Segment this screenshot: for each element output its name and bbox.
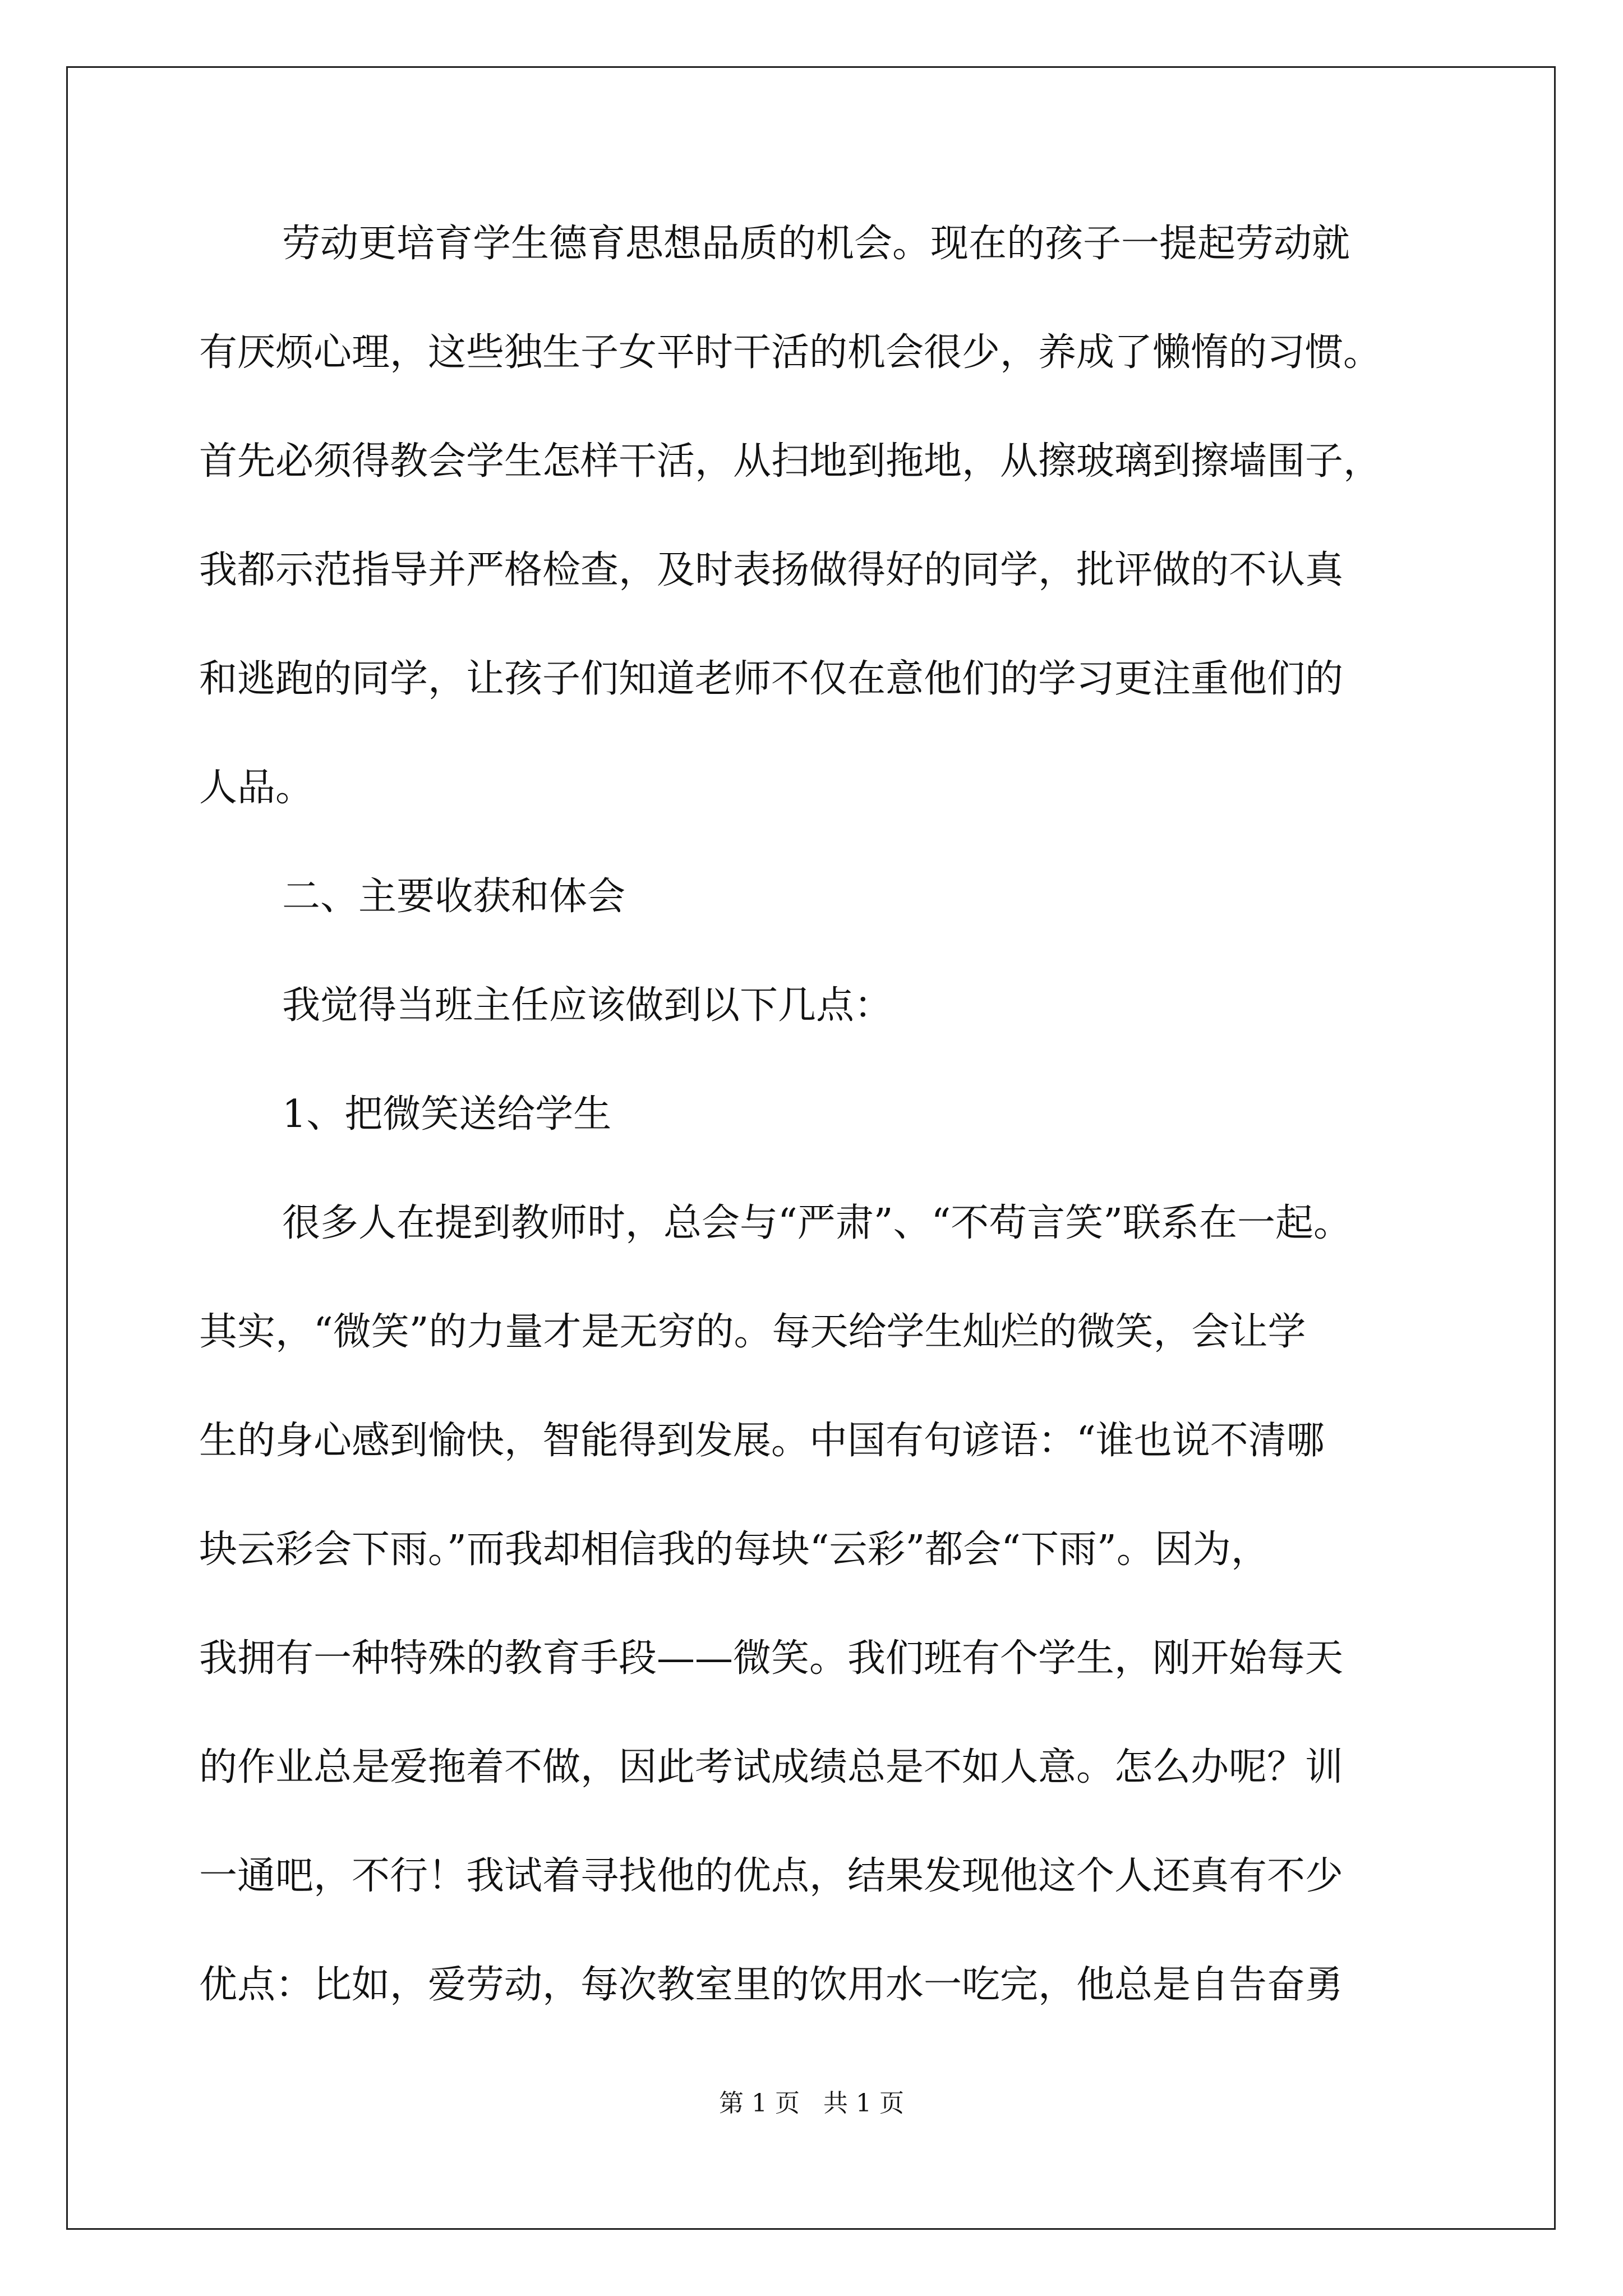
page-border: [66, 66, 1556, 2230]
subheading: 1、把微笑送给学生: [282, 1092, 612, 1137]
paragraph-line: 优点：比如，爱劳动，每次教室里的饮用水一吃完，他总是自告奋勇: [199, 1963, 1344, 2007]
paragraph-line: 我都示范指导并严格检查，及时表扬做得好的同学，批评做的不认真: [199, 548, 1344, 592]
paragraph-line: 的作业总是爱拖着不做，因此考试成绩总是不如人意。怎么办呢？训: [199, 1745, 1344, 1789]
paragraph-line: 一通吧，不行！我试着寻找他的优点，结果发现他这个人还真有不少: [199, 1854, 1344, 1898]
paragraph-line: 很多人在提到教师时，总会与“严肃”、“不苟言笑”联系在一起。: [282, 1201, 1352, 1245]
paragraph-line: 有厌烦心理，这些独生子女平时干活的机会很少，养成了懒惰的习惯。: [199, 330, 1382, 375]
paragraph-line: 我拥有一种特殊的教育手段——微笑。我们班有个学生，刚开始每天: [199, 1636, 1344, 1681]
paragraph-line: 其实，“微笑”的力量才是无穷的。每天给学生灿烂的微笑，会让学: [199, 1310, 1306, 1354]
paragraph-line: 生的身心感到愉快，智能得到发展。中国有句谚语：“谁也说不清哪: [199, 1419, 1325, 1463]
paragraph-line: 首先必须得教会学生怎样干活，从扫地到拖地，从擦玻璃到擦墙围子，: [199, 439, 1382, 484]
paragraph-line: 人品。: [199, 766, 314, 810]
paragraph-line: 劳动更培育学生德育思想品质的机会。现在的孩子一提起劳动就: [282, 222, 1350, 266]
page-number-footer: 第 1 页 共 1 页: [719, 2089, 904, 2118]
paragraph-line: 和逃跑的同学，让孩子们知道老师不仅在意他们的学习更注重他们的: [199, 657, 1344, 701]
paragraph-line: 块云彩会下雨。”而我却相信我的每块“云彩”都会“下雨”。因为，: [199, 1527, 1269, 1572]
paragraph-line: 我觉得当班主任应该做到以下几点：: [282, 983, 893, 1028]
section-heading: 二、主要收获和体会: [282, 875, 626, 919]
